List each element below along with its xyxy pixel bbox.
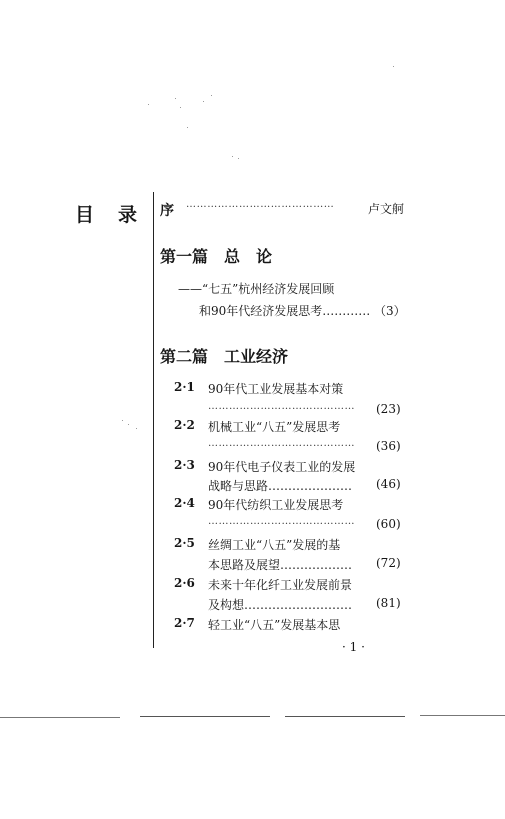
part1-subtitle-line2: 和90年代经济发展思考…………: [199, 304, 371, 318]
entry-title-line1: 机械工业“八五”发展思考: [208, 420, 341, 434]
entry-number: 2·7: [174, 616, 195, 630]
entry-number: 2·5: [174, 536, 195, 550]
entry-page: (81): [376, 596, 401, 610]
entry-dots: ……………………………………: [208, 438, 355, 449]
entry-title-line1: 轻工业“八五”发展基本思: [208, 618, 341, 632]
entry-number: 2·3: [174, 458, 195, 472]
entry-number: 2·4: [174, 496, 195, 510]
part1-subtitle-line1: ——“七五”杭州经济发展回顾: [178, 282, 335, 296]
part2-title: 第二篇 工业经济: [160, 347, 289, 366]
preface-dots: ……………………………………: [186, 199, 335, 210]
entry-title-line2: 本思路及展望………………: [208, 558, 353, 572]
page-number: · 1 ·: [342, 640, 365, 654]
entry-page: (36): [376, 439, 401, 453]
entry-number: 2·2: [174, 418, 195, 432]
entry-dots: ……………………………………: [208, 516, 355, 527]
entry-page: (23): [376, 402, 401, 416]
preface-author: 卢文舸: [368, 202, 405, 216]
entry-number: 2·6: [174, 576, 195, 590]
toc-title-char1: 目: [75, 204, 95, 226]
toc-title-char2: 录: [118, 204, 138, 226]
entry-title-line1: 未来十年化纤工业发展前景: [208, 578, 353, 592]
part1-title: 第一篇 总 论: [160, 247, 273, 266]
part1-page: （3）: [374, 304, 406, 318]
entry-title-line2: 及构想………………………: [208, 598, 353, 612]
entry-dots: ……………………………………: [208, 401, 355, 412]
vertical-rule: [153, 192, 154, 648]
entry-title-line2: 战略与思路…………………: [208, 479, 353, 493]
entry-title-line1: 丝绸工业“八五”发展的基: [208, 538, 341, 552]
entry-title-line1: 90年代电子仪表工业的发展: [208, 460, 356, 474]
preface-label: 序: [160, 203, 174, 219]
entry-title-line1: 90年代纺织工业发展思考: [208, 498, 344, 512]
entry-page: (46): [376, 477, 401, 491]
entry-title-line1: 90年代工业发展基本对策: [208, 382, 344, 396]
toc-title: [75, 200, 137, 227]
entry-number: 2·1: [174, 380, 195, 394]
entry-page: (72): [376, 556, 401, 570]
entry-page: (60): [376, 517, 401, 531]
